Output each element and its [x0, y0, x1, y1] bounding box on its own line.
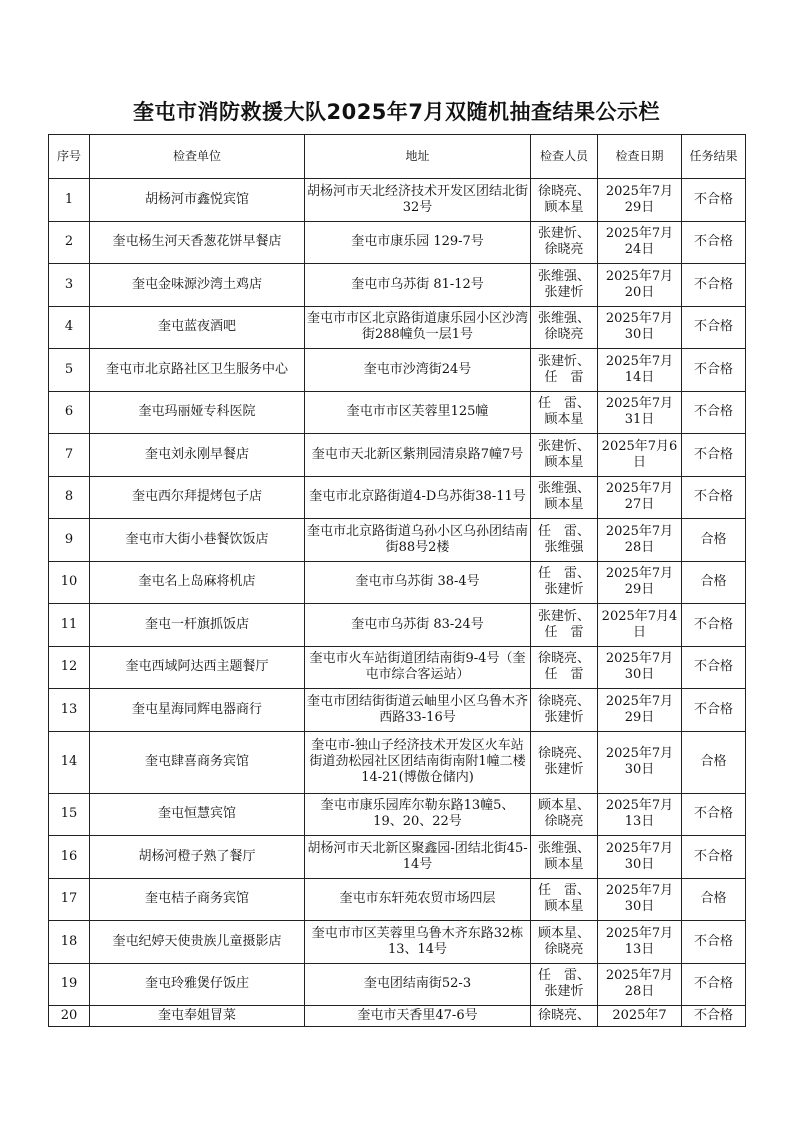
cell-seq: 17 — [49, 878, 90, 921]
cell-inspector: 任 雷、张建忻 — [531, 561, 598, 604]
header-inspector: 检查人员 — [531, 135, 598, 179]
cell-inspector: 徐晓亮、张建忻 — [531, 731, 598, 793]
cell-unit: 奎屯奉姐冒菜 — [90, 1006, 305, 1027]
cell-result: 不合格 — [682, 836, 746, 879]
cell-inspector: 任 雷、顾本星 — [531, 878, 598, 921]
cell-address: 胡杨河市天北新区聚鑫园-团结北街45-14号 — [305, 836, 531, 879]
table-row — [49, 349, 746, 392]
cell-unit: 奎屯西域阿达西主题餐厅 — [90, 646, 305, 689]
cell-unit: 奎屯金味源沙湾土鸡店 — [90, 264, 305, 307]
cell-result: 不合格 — [682, 604, 746, 647]
cell-date: 2025年7月14日 — [598, 349, 682, 392]
cell-date: 2025年7月30日 — [598, 836, 682, 879]
cell-date: 2025年7月29日 — [598, 561, 682, 604]
cell-date: 2025年7月28日 — [598, 519, 682, 562]
cell-unit: 奎屯市北京路社区卫生服务中心 — [90, 349, 305, 392]
cell-date: 2025年7 — [598, 1006, 682, 1027]
cell-date: 2025年7月28日 — [598, 963, 682, 1006]
cell-date: 2025年7月29日 — [598, 689, 682, 732]
cell-result: 不合格 — [682, 476, 746, 519]
cell-seq: 9 — [49, 519, 90, 562]
cell-seq: 1 — [49, 179, 90, 222]
cell-result: 不合格 — [682, 349, 746, 392]
cell-date: 2025年7月24日 — [598, 221, 682, 264]
cell-inspector: 顾本星、徐晓亮 — [531, 921, 598, 964]
cell-result: 不合格 — [682, 179, 746, 222]
cell-address: 奎屯市市区北京路街道康乐园小区沙湾街288幢负一层1号 — [305, 306, 531, 349]
cell-seq: 5 — [49, 349, 90, 392]
cell-result: 合格 — [682, 731, 746, 793]
cell-unit: 奎屯肆喜商务宾馆 — [90, 731, 305, 793]
table-row — [49, 221, 746, 264]
cell-address: 奎屯市团结街街道云岫里小区乌鲁木齐西路33-16号 — [305, 689, 531, 732]
cell-unit: 奎屯一杆旗抓饭店 — [90, 604, 305, 647]
cell-date: 2025年7月6日 — [598, 434, 682, 477]
table-row — [49, 836, 746, 879]
cell-date: 2025年7月30日 — [598, 731, 682, 793]
cell-address: 奎屯市天北新区紫荆园清泉路7幢7号 — [305, 434, 531, 477]
cell-seq: 18 — [49, 921, 90, 964]
cell-address: 奎屯团结南街52-3 — [305, 963, 531, 1006]
cell-seq: 12 — [49, 646, 90, 689]
table-row — [49, 604, 746, 647]
cell-seq: 2 — [49, 221, 90, 264]
cell-inspector: 任 雷、张维强 — [531, 519, 598, 562]
cell-result: 不合格 — [682, 646, 746, 689]
cell-result: 不合格 — [682, 1006, 746, 1027]
cell-seq: 14 — [49, 731, 90, 793]
table-row — [49, 646, 746, 689]
cell-inspector: 张维强、顾本星 — [531, 476, 598, 519]
header-result: 任务结果 — [682, 135, 746, 179]
table-row — [49, 963, 746, 1006]
cell-result: 不合格 — [682, 963, 746, 1006]
cell-unit: 奎屯玛丽娅专科医院 — [90, 391, 305, 434]
cell-unit: 胡杨河橙子熟了餐厅 — [90, 836, 305, 879]
cell-seq: 10 — [49, 561, 90, 604]
cell-address: 奎屯市乌苏街 38-4号 — [305, 561, 531, 604]
cell-inspector: 任 雷、顾本星 — [531, 391, 598, 434]
cell-inspector: 张维强、徐晓亮 — [531, 306, 598, 349]
cell-result: 不合格 — [682, 221, 746, 264]
cell-date: 2025年7月29日 — [598, 179, 682, 222]
cell-address: 奎屯市市区芙蓉里乌鲁木齐东路32栋13、14号 — [305, 921, 531, 964]
cell-seq: 6 — [49, 391, 90, 434]
header-address: 地址 — [305, 135, 531, 179]
cell-address: 奎屯市乌苏街 83-24号 — [305, 604, 531, 647]
table-row — [49, 519, 746, 562]
cell-inspector: 张维强、顾本星 — [531, 836, 598, 879]
cell-unit: 奎屯恒慧宾馆 — [90, 793, 305, 836]
cell-address: 奎屯市东轩苑农贸市场四层 — [305, 878, 531, 921]
cell-seq: 3 — [49, 264, 90, 307]
cell-address: 奎屯市火车站街道团结南街9-4号（奎屯市综合客运站） — [305, 646, 531, 689]
cell-unit: 奎屯蓝夜酒吧 — [90, 306, 305, 349]
cell-result: 不合格 — [682, 306, 746, 349]
cell-result: 不合格 — [682, 434, 746, 477]
table-row — [49, 391, 746, 434]
cell-address: 奎屯市康乐园库尔勒东路13幢5、19、20、22号 — [305, 793, 531, 836]
cell-inspector: 张建忻、任 雷 — [531, 349, 598, 392]
cell-seq: 20 — [49, 1006, 90, 1027]
cell-seq: 13 — [49, 689, 90, 732]
cell-date: 2025年7月31日 — [598, 391, 682, 434]
header-seq: 序号 — [49, 135, 90, 179]
cell-unit: 奎屯刘永刚早餐店 — [90, 434, 305, 477]
cell-seq: 4 — [49, 306, 90, 349]
table-row — [49, 689, 746, 732]
inspection-results-table — [48, 134, 746, 1027]
cell-inspector: 任 雷、张建忻 — [531, 963, 598, 1006]
table-row — [49, 476, 746, 519]
cell-address: 奎屯市乌苏街 81-12号 — [305, 264, 531, 307]
cell-seq: 11 — [49, 604, 90, 647]
cell-result: 合格 — [682, 878, 746, 921]
table-row — [49, 264, 746, 307]
cell-unit: 奎屯星海同辉电器商行 — [90, 689, 305, 732]
cell-address: 胡杨河市天北经济技术开发区团结北街32号 — [305, 179, 531, 222]
cell-result: 不合格 — [682, 264, 746, 307]
cell-inspector: 张建忻、徐晓亮 — [531, 221, 598, 264]
cell-date: 2025年7月4日 — [598, 604, 682, 647]
table-row — [49, 179, 746, 222]
cell-inspector: 徐晓亮、张建忻 — [531, 689, 598, 732]
cell-result: 不合格 — [682, 391, 746, 434]
cell-address: 奎屯市-独山子经济技术开发区火车站街道劲松园社区团结南街南附1幢二楼14-21(博傲仓储内) — [305, 731, 531, 793]
cell-result: 不合格 — [682, 921, 746, 964]
cell-date: 2025年7月27日 — [598, 476, 682, 519]
table-row — [49, 434, 746, 477]
cell-unit: 奎屯纪婷天使贵族儿童摄影店 — [90, 921, 305, 964]
table-row — [49, 1006, 746, 1027]
cell-inspector: 徐晓亮、任 雷 — [531, 646, 598, 689]
cell-seq: 7 — [49, 434, 90, 477]
cell-date: 2025年7月30日 — [598, 878, 682, 921]
cell-seq: 15 — [49, 793, 90, 836]
cell-inspector: 徐晓亮、 — [531, 1006, 598, 1027]
cell-result: 不合格 — [682, 689, 746, 732]
cell-seq: 8 — [49, 476, 90, 519]
cell-date: 2025年7月20日 — [598, 264, 682, 307]
cell-address: 奎屯市北京路街道4-D乌苏街38-11号 — [305, 476, 531, 519]
cell-date: 2025年7月13日 — [598, 793, 682, 836]
table-row — [49, 921, 746, 964]
table-header-row — [49, 135, 746, 179]
cell-date: 2025年7月13日 — [598, 921, 682, 964]
cell-address: 奎屯市市区芙蓉里125幢 — [305, 391, 531, 434]
table-row — [49, 878, 746, 921]
cell-unit: 奎屯杨生河天香葱花饼早餐店 — [90, 221, 305, 264]
cell-seq: 16 — [49, 836, 90, 879]
cell-inspector: 张维强、张建忻 — [531, 264, 598, 307]
cell-inspector: 顾本星、徐晓亮 — [531, 793, 598, 836]
cell-unit: 奎屯桔子商务宾馆 — [90, 878, 305, 921]
header-unit: 检查单位 — [90, 135, 305, 179]
cell-result: 不合格 — [682, 793, 746, 836]
cell-address: 奎屯市天香里47-6号 — [305, 1006, 531, 1027]
table-row — [49, 306, 746, 349]
cell-date: 2025年7月30日 — [598, 646, 682, 689]
header-date: 检查日期 — [598, 135, 682, 179]
cell-result: 合格 — [682, 519, 746, 562]
cell-unit: 胡杨河市鑫悦宾馆 — [90, 179, 305, 222]
cell-inspector: 徐晓亮、顾本星 — [531, 179, 598, 222]
cell-inspector: 张建忻、任 雷 — [531, 604, 598, 647]
table-row — [49, 561, 746, 604]
cell-unit: 奎屯玲雅煲仔饭庄 — [90, 963, 305, 1006]
cell-unit: 奎屯市大街小巷餐饮饭店 — [90, 519, 305, 562]
cell-address: 奎屯市沙湾街24号 — [305, 349, 531, 392]
cell-inspector: 张建忻、顾本星 — [531, 434, 598, 477]
table-row — [49, 731, 746, 793]
cell-unit: 奎屯西尔拜提烤包子店 — [90, 476, 305, 519]
cell-result: 合格 — [682, 561, 746, 604]
cell-address: 奎屯市康乐园 129-7号 — [305, 221, 531, 264]
cell-address: 奎屯市北京路街道乌孙小区乌孙团结南街88号2楼 — [305, 519, 531, 562]
page-title: 奎屯市消防救援大队2025年7月双随机抽查结果公示栏 — [132, 100, 661, 124]
cell-seq: 19 — [49, 963, 90, 1006]
table-row — [49, 793, 746, 836]
cell-unit: 奎屯名上岛麻将机店 — [90, 561, 305, 604]
cell-date: 2025年7月30日 — [598, 306, 682, 349]
